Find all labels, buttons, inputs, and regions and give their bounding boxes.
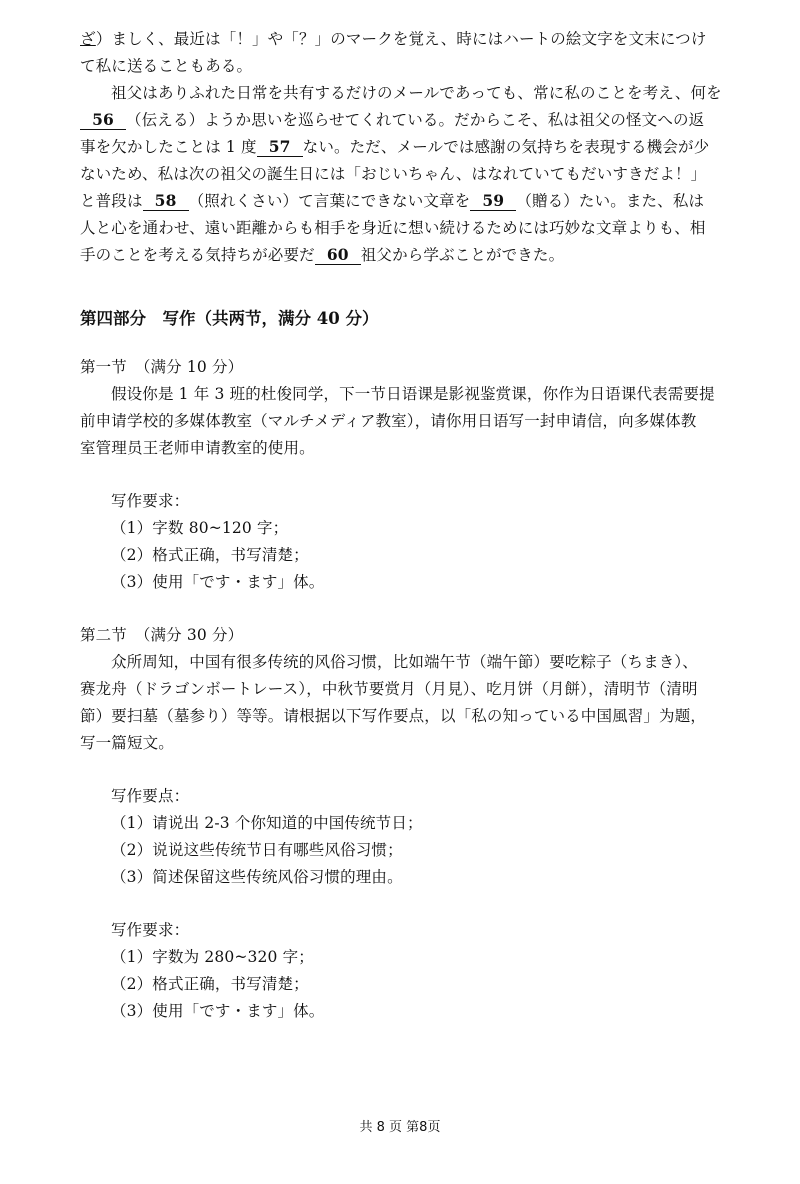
section2-req-title: 写作要求： [111, 921, 190, 939]
passage-line: 祖父はありふれた日常を共有するだけのメールであっても、常に私のことを考え、何を [111, 84, 722, 102]
section2-points-title: 写作要点： [111, 787, 190, 805]
section2-prompt-line: 写一篇短文。 [80, 734, 174, 752]
section2-req-item: （3）使用「です・ます」体。 [111, 1002, 325, 1020]
section2-req-item: （2）格式正确，书写清楚； [111, 975, 309, 993]
blank-60: 60 [315, 245, 361, 265]
page-footer: 共 8 页 第8页 [359, 1120, 441, 1135]
passage-line: て私に送ることもある。 [80, 57, 253, 75]
passage-line [80, 107, 720, 134]
section2-prompt-line: 众所周知，中国有很多传统的风俗习惯，比如端午节（端午節）要吃粽子（ちまき）、 [111, 653, 698, 671]
blank-56: 56 [80, 110, 126, 130]
blank-58: 58 [143, 191, 189, 211]
section1-req-item: （2）格式正确，书写清楚； [111, 546, 309, 564]
section2-point-item: （3）简述保留这些传统风俗习惯的理由。 [111, 868, 403, 886]
writing-section-1 [80, 354, 720, 596]
passage-line [80, 134, 720, 161]
passage-line [80, 242, 720, 269]
passage-text: 事を欠かしたことは 1 度 [80, 138, 257, 156]
passage-text: ）ましく、最近は「！」や「？」のマークを覚え、時にはハートの絵文字を文末につけ [95, 30, 707, 48]
section2-heading: 第二节 （满分 30 分） [80, 626, 244, 644]
passage-text: （贈る）たい。また、私は [516, 192, 705, 210]
document-page [80, 26, 720, 1025]
section2-point-item: （1）请说出 2-3 个你知道的中国传统节日； [111, 814, 423, 832]
blank-57: 57 [257, 137, 303, 157]
blank-59: 59 [470, 191, 516, 211]
passage-line: 人と心を通わせ、遠い距離からも相手を身近に想い続けるためには巧妙な文章よりも、相 [80, 219, 706, 237]
section2-prompt-line: 赛龙舟（ドラゴンボートレース），中秋节要赏月（月見）、吃月饼（月餅），清明节（清明 [80, 680, 698, 698]
part4-title: 第四部分 写作（共两节，满分 40 分） [80, 309, 379, 328]
passage-line [80, 188, 720, 215]
passage-text: （照れくさい）て言葉にできない文章を [188, 192, 471, 210]
writing-section-2 [80, 622, 720, 1025]
section2-point-item: （2）说说这些传统节日有哪些风俗习惯； [111, 841, 403, 859]
section2-prompt-line: 節）要扫墓（墓参り）等等。请根据以下写作要点，以「私の知っている中国風習」为题， [80, 707, 707, 725]
section1-heading: 第一节 （满分 10 分） [80, 358, 244, 376]
passage-text: ざ [80, 30, 96, 48]
passage-text: （伝える）ようか思いを巡らせてくれている。だからこそ、私は祖父の怪文への返 [126, 111, 705, 129]
passage-line: ないため、私は次の祖父の誕生日には「おじいちゃん、はなれていてもだいすきだよ！」 [80, 165, 707, 183]
section1-prompt-line: 假设你是 1 年 3 班的杜俊同学，下一节日语课是影视鉴赏课，你作为日语课代表需要提 [111, 385, 715, 403]
section1-prompt-line: 前申请学校的多媒体教室（マルチメディア教室），请你用日语写一封申请信，向多媒体教 [80, 412, 697, 430]
reading-passage [80, 26, 720, 269]
passage-text: と普段は [80, 192, 143, 210]
section1-prompt-line: 室管理员王老师申请教室的使用。 [80, 439, 315, 457]
passage-line [80, 26, 720, 53]
passage-text: 手のことを考える気持ちが必要だ [80, 246, 315, 264]
passage-text: 祖父から学ぶことができた。 [360, 246, 565, 264]
section1-req-item: （1）字数 80~120 字； [111, 519, 289, 537]
section1-req-title: 写作要求： [111, 492, 190, 510]
passage-text: ない。ただ、メールでは感謝の気持ちを表現する機会が少 [302, 138, 710, 156]
section2-req-item: （1）字数为 280~320 字； [111, 948, 314, 966]
section1-req-item: （3）使用「です・ます」体。 [111, 573, 325, 591]
